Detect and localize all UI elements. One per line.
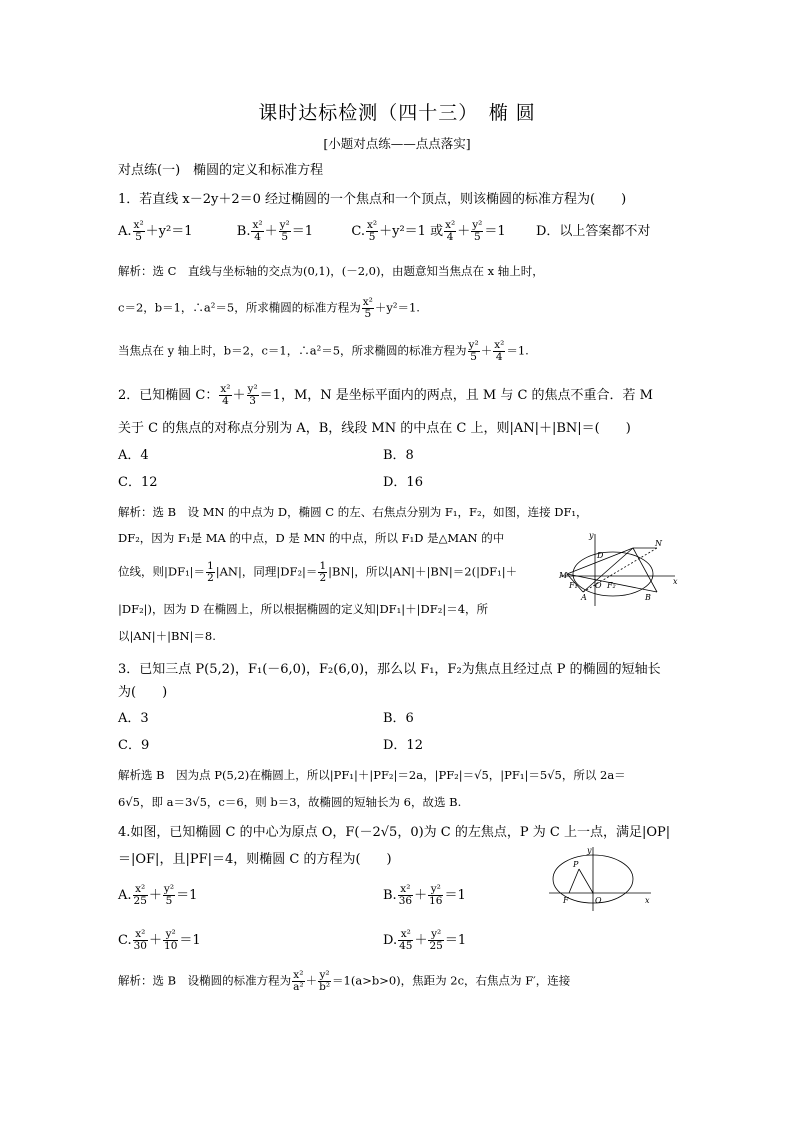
q1-solution-1: 解析：选 C 直线与坐标轴的交点为(0,1)，(－2,0)，由题意知当焦点在 x 轴上时，: [118, 264, 544, 278]
q4-stem-2: ＝|OF|，且|PF|＝4，则椭圆 C 的方程为( ): [118, 852, 392, 867]
svg-text:O: O: [595, 896, 602, 905]
svg-text:O: O: [595, 581, 602, 590]
q2-opt-a: A．4: [118, 448, 149, 463]
q4-ellipse-figure: [545, 845, 655, 913]
q3-solution-2: 6√5，即 a＝3√5，c＝6，则 b＝3，故椭圆的短轴长为 6，故选 B.: [118, 795, 462, 809]
q4-solution-1: 解析：选 B 设椭圆的标准方程为 $\frac{\text{x²}}{\text{a²}}$ ＋ $\frac{\text{y²}}{\text{b²}}$ ＝1(a>b>0)，焦距为 2c，右焦点为 F′，连接: [118, 969, 571, 993]
section-heading: 对点练(一) 椭圆的定义和标准方程: [118, 163, 324, 178]
svg-text:y: y: [589, 531, 594, 540]
q1-opt-d: D．以上答案都不对: [535, 224, 651, 239]
svg-text:F₂: F₂: [607, 581, 616, 590]
svg-text:D: D: [597, 551, 604, 560]
q2-opt-b: B．8: [383, 448, 414, 463]
q3-opt-c: C．9: [118, 738, 150, 753]
q1-opt-b: B. $\frac{\text{x²}}{4}$ ＋ $\frac{\text{y²}}{5}$ ＝1: [236, 219, 314, 243]
q2-opt-c: C．12: [118, 475, 158, 490]
q2-stem-1: 2．已知椭圆 C： $\frac{\text{x²}}{4}$ ＋ $\frac{\text{y²}}{3}$ ＝1，M，N 是坐标平面内的两点，且 M 与 C 的焦点不重合．若 M: [118, 383, 653, 407]
q3-stem-1: 3．已知三点 P(5,2)，F₁(－6,0)，F₂(6,0)，那么以 F₁，F₂为焦点且经过点 P 的椭圆的短轴长: [118, 662, 661, 677]
q2-stem-2: 关于 C 的焦点的对称点分别为 A，B，线段 MN 的中点在 C 上，则|AN|＋|BN|＝( ): [118, 421, 631, 436]
q2-solution-3: 位线，则|DF₁|＝ $\frac{1}{2}$ |AN|，同理|DF₂|＝ $\frac{1}{2}$ |BN|，所以|AN|＋|BN|＝2(|DF₁|＋: [118, 560, 518, 584]
q4-opt-d: D. $\frac{\text{x²}}{45}$ ＋ $\frac{\text{y²}}{25}$ ＝1: [383, 928, 467, 952]
svg-text:x: x: [645, 896, 650, 905]
q2-solution-4: |DF₂|)，因为 D 在椭圆上，所以根据椭圆的定义知|DF₁|＋|DF₂|＝4，所: [118, 602, 489, 616]
q1-options: [118, 220, 650, 243]
q2-solution-2: DF₂，因为 F₁是 MA 的中点，D 是 MN 的中点，所以 F₁D 是△MAN 的中: [118, 531, 505, 545]
q1-opt-a: A. $\frac{\text{x²}}{5}$ ＋y²＝1: [118, 219, 193, 243]
svg-text:M: M: [559, 571, 568, 580]
q3-opt-b: B．6: [383, 711, 414, 726]
svg-text:B: B: [645, 593, 651, 602]
svg-text:P: P: [573, 860, 579, 869]
svg-text:N: N: [655, 539, 662, 548]
page-subtitle: [小题对点练——点点落实]: [323, 136, 471, 151]
q4-opt-b: B. $\frac{\text{x²}}{36}$ ＋ $\frac{\text{y²}}{16}$ ＝1: [383, 883, 466, 907]
q1-solution-2: c＝2，b＝1，∴a²＝5，所求椭圆的标准方程为 $\frac{\text{x²}}{5}$ ＋y²＝1.: [118, 296, 420, 320]
q1-opt-c: C. $\frac{\text{x²}}{5}$ ＋y²＝1 或 $\frac{\text{x²}}{4}$ ＋ $\frac{\text{y²}}{5}$ ＝1: [351, 219, 506, 243]
page-title: 课时达标检测（四十三） 椭 圆: [258, 102, 536, 124]
q1-solution-3: 当焦点在 y 轴上时，b＝2，c＝1，∴a²＝5，所求椭圆的标准方程为 $\frac{\text{y²}}{5}$ ＋ $\frac{\text{x²}}{4}$ ＝1.: [118, 339, 529, 363]
q4-opt-a: A. $\frac{\text{x²}}{25}$ ＋ $\frac{\text{y²}}{5}$ ＝1: [118, 883, 198, 907]
svg-text:F₁: F₁: [569, 581, 578, 590]
q2-ellipse-figure: [555, 530, 685, 608]
q3-opt-d: D．12: [383, 738, 423, 753]
q2-opt-d: D．16: [383, 475, 423, 490]
q3-stem-2: 为( ): [118, 685, 168, 700]
q3-opt-a: A．3: [118, 711, 149, 726]
svg-text:x: x: [673, 577, 678, 586]
q2-solution-5: 以|AN|＋|BN|＝8.: [118, 629, 216, 643]
q3-solution-1: 解析选 B 因为点 P(5,2)在椭圆上，所以|PF₁|＋|PF₂|＝2a，|PF₂|＝√5，|PF₁|＝5√5，所以 2a＝: [118, 768, 626, 782]
q2-solution-1: 解析：选 B 设 MN 的中点为 D，椭圆 C 的左、右焦点分别为 F₁，F₂，如图，连接 DF₁，: [118, 505, 588, 519]
svg-text:F: F: [563, 896, 569, 905]
svg-text:A: A: [581, 593, 587, 602]
q4-stem-1: 4.如图，已知椭圆 C 的中心为原点 O，F(－2√5，0)为 C 的左焦点，P 为 C 上一点，满足|OP|: [118, 825, 671, 840]
q1-stem: 1．若直线 x－2y＋2＝0 经过椭圆的一个焦点和一个顶点，则该椭圆的标准方程为( ): [118, 192, 627, 207]
q4-opt-c: C. $\frac{\text{x²}}{30}$ ＋ $\frac{\text{y²}}{10}$ ＝1: [118, 928, 201, 952]
svg-text:y: y: [587, 846, 592, 855]
